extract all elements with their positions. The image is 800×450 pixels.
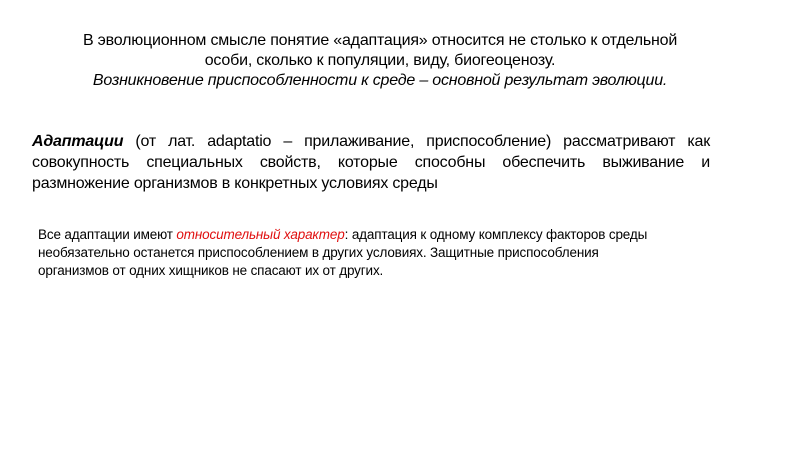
relative-highlight: относительный характер — [176, 227, 345, 242]
intro-conclusion: Возникновение приспособленности к среде – основной результат эволюции. — [92, 72, 668, 89]
adaptation-definition — [32, 131, 710, 194]
intro-text-block — [40, 31, 720, 91]
relative-line-2: необязательно останется приспособлением в других условиях. Защитные приспособления — [38, 245, 599, 260]
definition-text: (от лат. adaptatio – прилаживание, приспособление) рассматривают как совокупность специальных свойств, которые способны обеспечить выживание и размножение организмов в конкретных условиях среды — [32, 133, 710, 192]
relative-character-paragraph — [38, 226, 738, 280]
definition-term: Адаптации — [32, 133, 124, 150]
intro-line-2: особи, сколько к популяции, виду, биогеоценозу. — [204, 52, 556, 69]
relative-line-1 — [38, 226, 738, 244]
relative-prefix: Все адаптации имеют — [38, 227, 177, 242]
relative-line-3: организмов от одних хищников не спасают их от других. — [38, 263, 384, 278]
relative-suffix: : адаптация к одному комплексу факторов среды — [344, 227, 648, 242]
intro-line-1: В эволюционном смысле понятие «адаптация» относится не столько к отдельной — [82, 32, 678, 49]
